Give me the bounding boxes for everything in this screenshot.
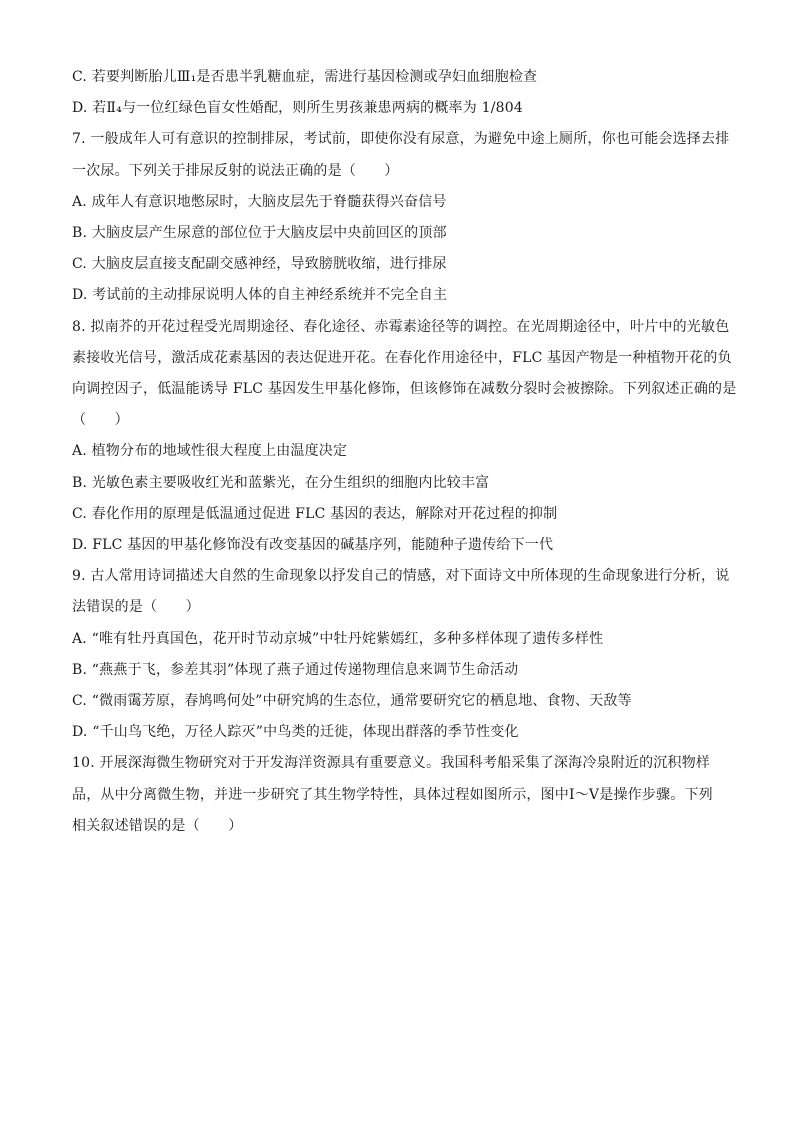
option-d-q6: D. 若Ⅱ₄与一位红绿色盲女性婚配，则所生男孩兼患两病的概率为 1/804 bbox=[72, 100, 523, 117]
option-a-q7: A. 成年人有意识地憋尿时，大脑皮层先于脊髓获得兴奋信号 bbox=[72, 193, 447, 210]
option-a-q8: A. 植物分布的地域性很大程度上由温度决定 bbox=[72, 443, 348, 460]
question-8-stem-line-3: 向调控因子，低温能诱导 FLC 基因发生甲基化修饰，但该修饰在减数分裂时会被擦除。下列叙述正确的是 bbox=[72, 381, 737, 398]
question-10-stem-line-2: 品，从中分离微生物，并进一步研究了其生物学特性，具体过程如图所示，图中Ⅰ～Ⅴ是操作步骤。下列 bbox=[72, 786, 713, 803]
question-8-stem-line-2: 素接收光信号，激活成花素基因的表达促进开花。在春化作用途径中，FLC 基因产物是一种植物开花的负 bbox=[72, 349, 732, 366]
option-c-q7: C. 大脑皮层直接支配副交感神经，导致膀胱收缩，进行排尿 bbox=[72, 256, 447, 273]
option-c-q9: C. “微雨霭芳原，春鸠鸣何处”中研究鸠的生态位，通常要研究它的栖息地、食物、天敌等 bbox=[72, 693, 632, 710]
question-10-stem-line-3: 相关叙述错误的是（ ） bbox=[72, 817, 243, 834]
option-c-q6: C. 若要判断胎儿Ⅲ₁是否患半乳糖血症，需进行基因检测或孕妇血细胞检查 bbox=[72, 69, 538, 85]
option-c-q8: C. 春化作用的原理是低温通过促进 FLC 基因的表达，解除对开花过程的抑制 bbox=[72, 505, 558, 522]
option-b-q9: B. “燕燕于飞，参差其羽”体现了燕子通过传递物理信息来调节生命活动 bbox=[72, 661, 519, 678]
page-content bbox=[72, 62, 737, 842]
question-9-stem-line-2: 法错误的是（ ） bbox=[72, 599, 200, 616]
option-a-q9: A. “唯有牡丹真国色，花开时节动京城”中牡丹姹紫嫣红，多种多样体现了遗传多样性 bbox=[72, 630, 604, 647]
question-8-stem-line-1: 8. 拟南芥的开花过程受光周期途径、春化途径、赤霉素途径等的调控。在光周期途径中，叶片中的光敏色 bbox=[72, 318, 730, 335]
question-10-stem-line-1: 10. 开展深海微生物研究对于开发海洋资源具有重要意义。我国科考船采集了深海冷泉附近的沉积物样 bbox=[72, 755, 711, 772]
option-d-q8: D. FLC 基因的甲基化修饰没有改变基因的碱基序列，能随种子遗传给下一代 bbox=[72, 537, 554, 554]
option-d-q7: D. 考试前的主动排尿说明人体的自主神经系统并不完全自主 bbox=[72, 287, 448, 304]
option-d-q9: D. “千山鸟飞绝，万径人踪灭”中鸟类的迁徙，体现出群落的季节性变化 bbox=[72, 724, 519, 741]
option-b-q7: B. 大脑皮层产生尿意的部位位于大脑皮层中央前回区的顶部 bbox=[72, 225, 447, 242]
question-7-stem-line-1: 7. 一般成年人可有意识的控制排尿，考试前，即使你没有尿意，为避免中途上厕所，你也可能会选择去排 bbox=[72, 131, 730, 148]
option-b-q8: B. 光敏色素主要吸收红光和蓝紫光，在分生组织的细胞内比较丰富 bbox=[72, 474, 490, 491]
question-8-stem-line-4: （ ） bbox=[72, 412, 129, 429]
question-7-stem-line-2: 一次尿。下列关于排尿反射的说法正确的是（ ） bbox=[72, 162, 399, 179]
question-9-stem-line-1: 9. 古人常用诗词描述大自然的生命现象以抒发自己的情感，对下面诗文中所体现的生命现象进行分析，说 bbox=[72, 568, 730, 585]
